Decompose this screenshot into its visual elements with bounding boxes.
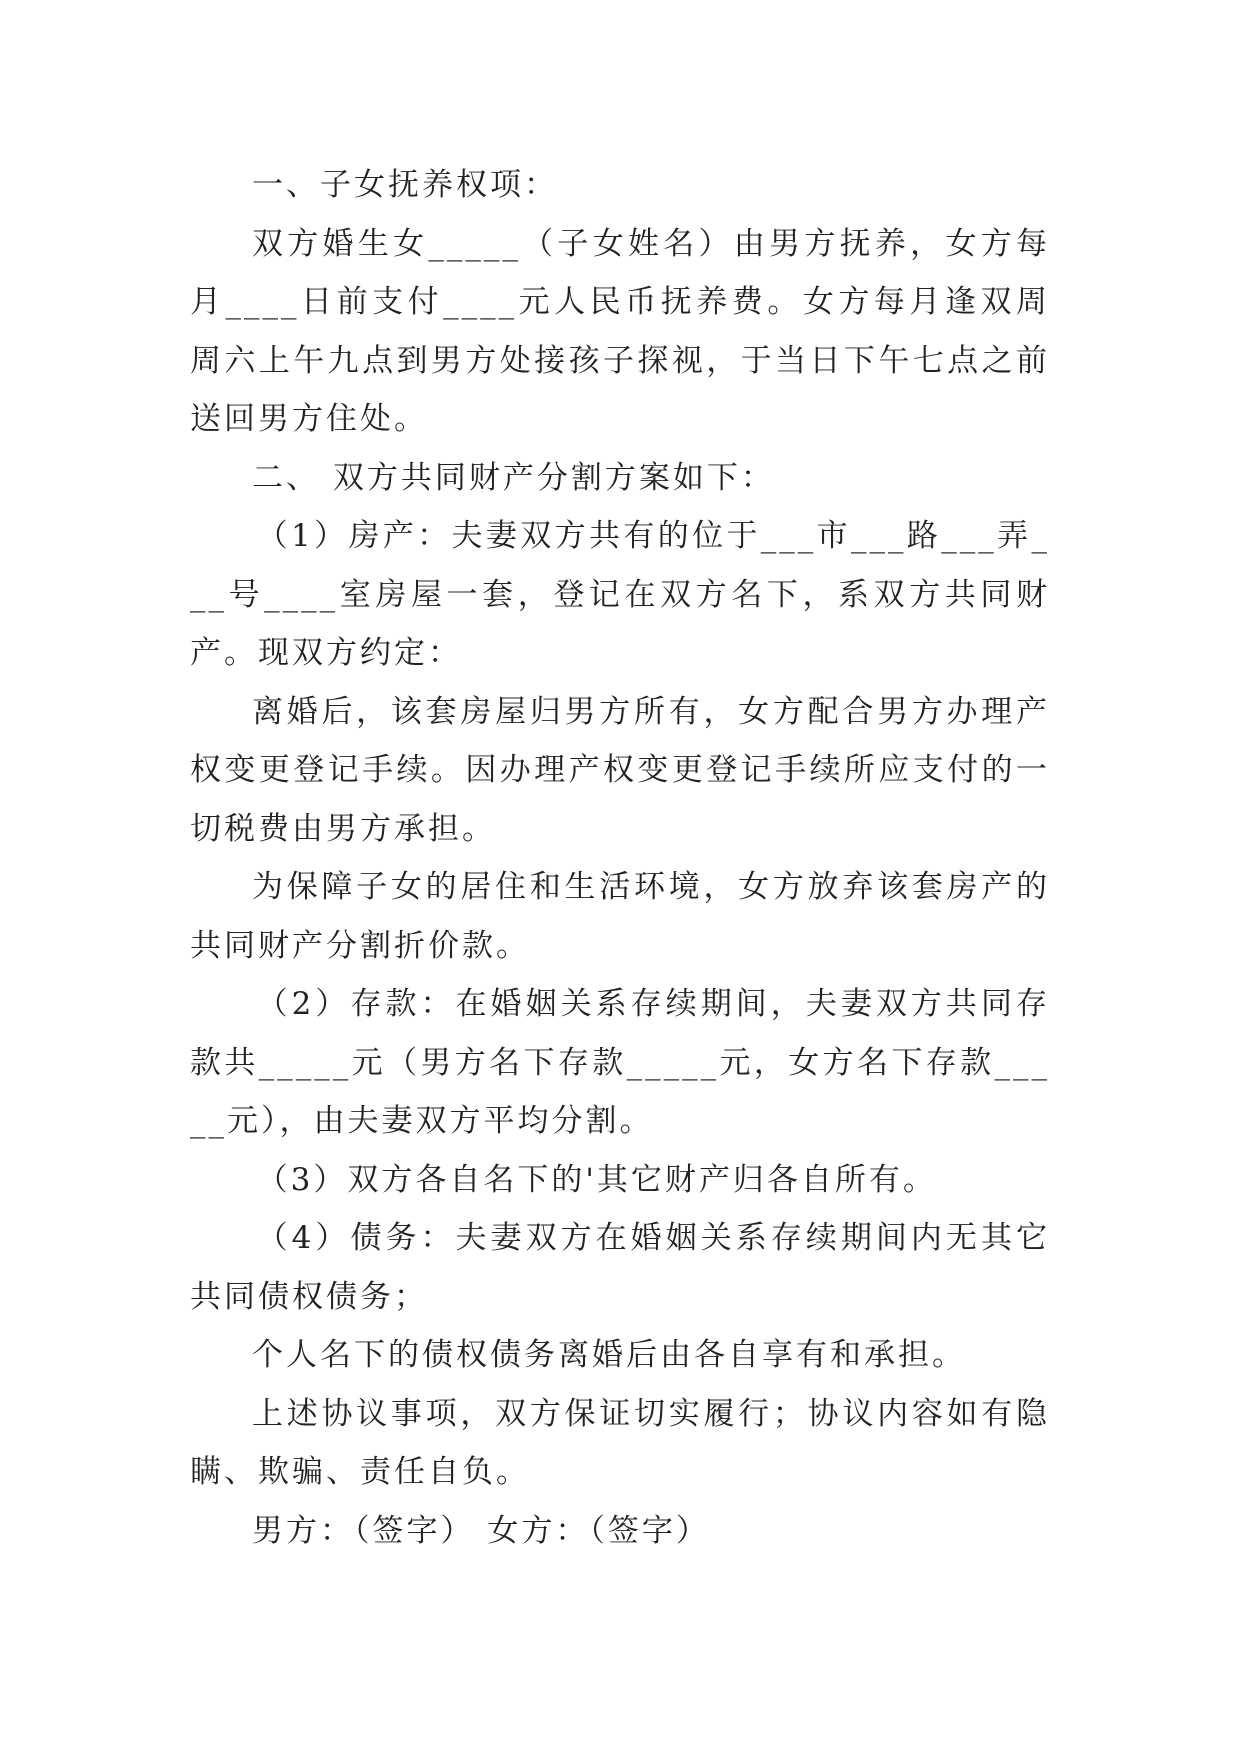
paragraph-personal-debts: 个人名下的债权债务离婚后由各自享有和承担。 <box>252 1337 966 1373</box>
signature-line: 男方：（签字） 女方：（签字） <box>252 1512 710 1549</box>
paragraph-debts: （4）债务：夫妻双方在婚姻关系存续期间内无其它共同债权债务； <box>190 1220 1050 1315</box>
paragraph-other-property: （3）双方各自名下的'其它财产归各自所有。 <box>256 1161 937 1198</box>
section-heading-child-custody: 一、子女抚养权项： <box>252 167 558 203</box>
paragraph-house-property: （1）房产：夫妻双方共有的位于___市___路___弄___号____室房屋一套，登记在双方名下，系双方共同财产。现双方约定： <box>190 518 1050 671</box>
paragraph-house-after-divorce: 离婚后，该套房屋归男方所有，女方配合男方办理产权变更登记手续。因办理产权变更登记手续所应支付的一切税费由男方承担。 <box>190 693 1050 847</box>
section-heading-property-division: 二、 双方共同财产分割方案如下： <box>252 459 775 496</box>
paragraph-guarantee: 上述协议事项，双方保证切实履行；协议内容如有隐瞒、欺骗、责任自负。 <box>190 1395 1050 1490</box>
paragraph-deposits: （2）存款：在婚姻关系存续期间，夫妻双方共同存款共_____元（男方名下存款_____元，女方名下存款_____元），由夫妻双方平均分割。 <box>190 986 1050 1139</box>
paragraph-house-waiver: 为保障子女的居住和生活环境，女方放弃该套房产的共同财产分割折价款。 <box>190 869 1050 964</box>
paragraph-child-support: 双方婚生女_____（子女姓名）由男方抚养，女方每月____日前支付____元人民币抚养费。女方每月逢双周周六上午九点到男方处接孩子探视，于当日下午七点之前送回男方住处。 <box>190 225 1050 437</box>
document-body <box>190 156 1050 1560</box>
